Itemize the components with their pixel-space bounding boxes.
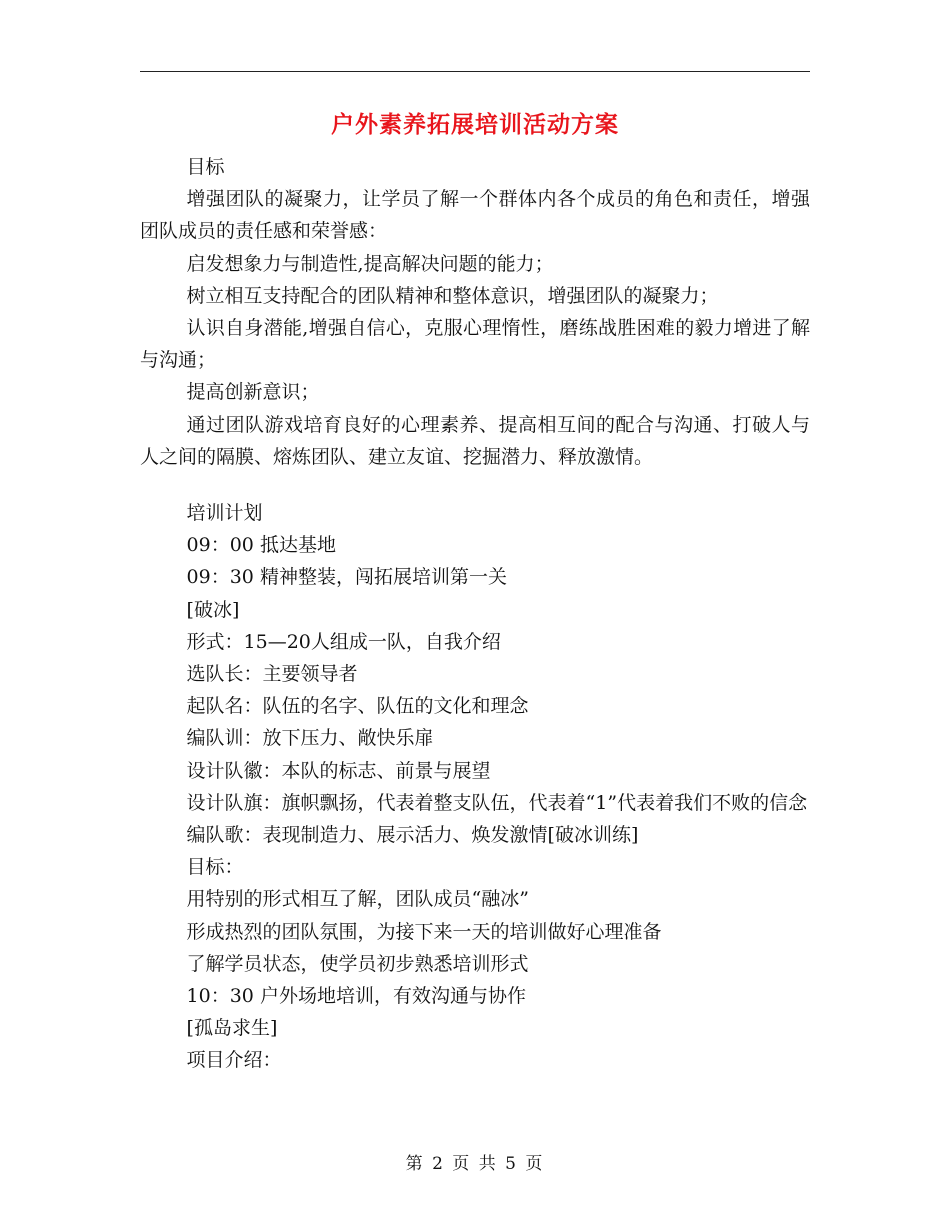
body-paragraph: 设计队徽：本队的标志、前景与展望 — [186, 759, 491, 782]
body-paragraph: 启发想象力与制造性,提高解决问题的能力； — [186, 252, 554, 275]
body-paragraph: 通过团队游戏培育良好的心理素养、提高相互间的配合与沟通、打破人与人之间的隔膜、熔炼团队、建立友谊、挖掘潜力、释放激情。 — [140, 413, 810, 468]
body-paragraph: 形成热烈的团队氛围，为接下来一天的培训做好心理准备 — [186, 920, 662, 943]
body-paragraph: 目标： — [186, 856, 244, 879]
body-paragraph: 用特别的形式相互了解，团队成员“融冰” — [186, 888, 529, 911]
body-paragraph: 增强团队的凝聚力，让学员了解一个群体内各个成员的角色和责任，增强团队成员的责任感和荣誉感： — [140, 188, 810, 243]
activity-name: [孤岛求生] — [186, 1017, 278, 1040]
body-paragraph: 选队长：主要领导者 — [186, 663, 358, 686]
page-number: 第 2 页 共 5 页 — [405, 1154, 545, 1174]
body-paragraph: 了解学员状态，使学员初步熟悉培训形式 — [186, 952, 529, 975]
body-paragraph: 编队训：放下压力、敞快乐扉 — [186, 727, 434, 750]
page-title: 户外素养拓展培训活动方案 — [331, 111, 619, 138]
schedule-item: 09：00 抵达基地 — [186, 534, 336, 557]
schedule-item: 09：30 精神整装，闯拓展培训第一关 — [186, 566, 507, 589]
activity-name: [破冰] — [186, 598, 240, 621]
body-paragraph: 编队歌：表现制造力、展示活力、焕发激情[破冰训练] — [186, 824, 639, 847]
body-paragraph: 设计队旗：旗帜飘扬，代表着整支队伍，代表着“1”代表着我们不败的信念 — [186, 791, 808, 814]
body-paragraph: 形式：15—20人组成一队，自我介绍 — [186, 630, 501, 653]
section-heading-goals: 目标 — [186, 156, 225, 178]
body-paragraph: 起队名：队伍的名字、队伍的文化和理念 — [186, 695, 529, 718]
schedule-item: 10：30 户外场地培训，有效沟通与协作 — [186, 985, 526, 1008]
section-heading-plan: 培训计划 — [186, 502, 263, 525]
body-paragraph: 树立相互支持配合的团队精神和整体意识，增强团队的凝聚力； — [186, 284, 719, 307]
body-paragraph: 认识自身潜能,增强自信心，克服心理惰性，磨练战胜困难的毅力增进了解与沟通； — [140, 317, 810, 372]
header-rule — [140, 71, 810, 72]
body-paragraph: 提高创新意识； — [186, 381, 320, 404]
section-spacer — [140, 473, 810, 497]
document-body — [140, 151, 810, 1077]
body-paragraph: 项目介绍： — [186, 1049, 282, 1072]
